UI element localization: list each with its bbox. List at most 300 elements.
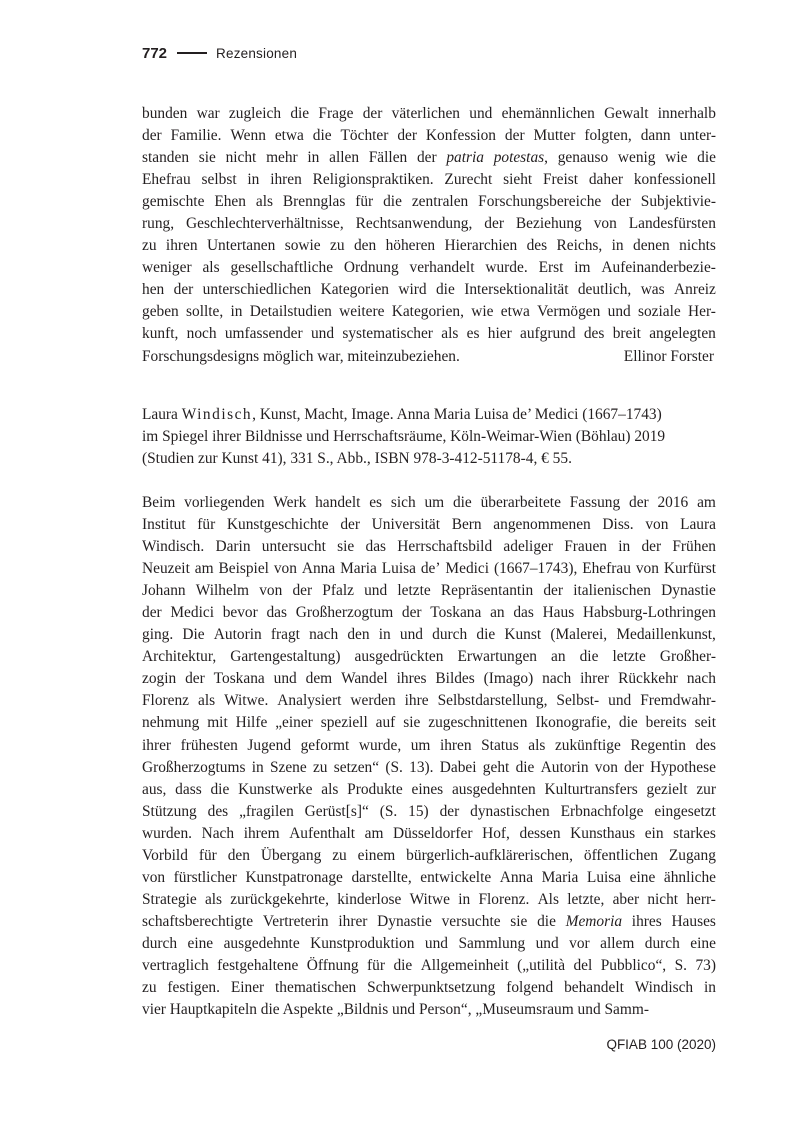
word: etwa	[500, 303, 530, 321]
word: mehr	[266, 149, 298, 167]
word: Intersektionalität	[464, 281, 569, 299]
word: Luisa	[381, 560, 416, 578]
word: wenig	[617, 149, 656, 167]
text-line	[142, 103, 716, 125]
bib-line	[142, 426, 716, 448]
word: und	[310, 325, 335, 343]
running-title: Rezensionen	[216, 45, 298, 61]
word: des	[695, 736, 716, 754]
journal-citation: QFIAB 100 (2020)	[606, 1037, 716, 1052]
word: ihre	[404, 692, 429, 710]
word: einem	[357, 846, 396, 864]
text-line	[142, 191, 716, 213]
word: ihrer	[580, 670, 610, 688]
word: Aufeinanderbezie-	[601, 259, 716, 277]
word: Freist	[542, 171, 579, 189]
word: Erst	[538, 259, 564, 277]
word: Habsburg-Lothringen	[582, 604, 716, 622]
word: bürgerlich-aufklärerischen,	[406, 846, 573, 864]
text-line	[142, 911, 716, 933]
word: Dynastie	[377, 912, 432, 930]
word: mit	[207, 714, 228, 732]
word: nach	[309, 626, 339, 644]
word: Sammlung	[458, 934, 526, 952]
word: Hof,	[482, 824, 510, 842]
word: nicht	[225, 149, 257, 167]
word: im	[574, 259, 591, 277]
word: zogin	[142, 670, 177, 688]
text-line	[142, 646, 716, 668]
word: ihres	[631, 912, 662, 930]
word: Großherzogtums	[142, 758, 246, 776]
word: und	[469, 105, 493, 122]
word: Ehefrau	[582, 560, 631, 578]
word: ähnliche	[663, 868, 716, 886]
word: verhandelt	[409, 259, 475, 277]
word: ihrer	[142, 736, 172, 754]
word: Frauen	[564, 538, 607, 556]
word: breit	[612, 325, 641, 343]
word: ausgedehnten	[451, 780, 536, 798]
word: Großher-	[659, 648, 716, 666]
word: in	[247, 171, 260, 189]
word: Zurecht	[444, 171, 493, 189]
word: des	[526, 237, 548, 255]
word: Szene	[269, 758, 307, 776]
text-line	[142, 514, 716, 536]
word: ihren	[439, 736, 472, 754]
word: Landesfürsten	[628, 215, 716, 233]
word: die	[697, 149, 716, 167]
word: Regentin	[630, 736, 686, 754]
word: als	[528, 736, 546, 754]
word: Fremdwahr-	[640, 692, 716, 710]
word: innerhalb	[657, 105, 716, 122]
word: Vermögen	[537, 303, 601, 321]
word: der	[484, 215, 504, 233]
word: (S.	[379, 802, 398, 820]
word: vor	[569, 934, 590, 952]
word: der	[611, 193, 631, 211]
word: Ikonografie,	[535, 714, 611, 732]
word: allen	[329, 149, 360, 167]
word: darstellte,	[351, 868, 412, 886]
word: eingesetzt	[654, 802, 716, 820]
word: durch	[644, 934, 680, 952]
word: bevor	[222, 604, 258, 622]
word: in	[251, 758, 264, 776]
word: Aufenthalt	[289, 824, 356, 842]
word: zentralen	[411, 193, 469, 211]
bibliographic-entry	[142, 404, 716, 470]
word: Vertreterin	[262, 912, 329, 930]
word: der	[504, 127, 525, 145]
word: geben	[142, 303, 179, 321]
text: Forschungsdesigns möglich war, miteinzubeziehen.	[142, 347, 460, 365]
word: deutlich,	[577, 281, 632, 299]
word: Töchter	[340, 127, 389, 145]
word: schaftsberechtigte	[142, 912, 254, 930]
text-line	[142, 867, 716, 889]
text-line	[142, 235, 716, 257]
word: Rechtsanwendung,	[355, 215, 473, 233]
author-surname: Windisch	[181, 406, 253, 423]
word: Autorin	[213, 626, 262, 644]
word: Beispiel	[218, 560, 269, 578]
text-line	[142, 712, 716, 734]
text-line	[142, 558, 716, 580]
word: Toskana	[213, 670, 265, 688]
word: den	[347, 626, 370, 644]
word: rung,	[142, 215, 175, 233]
word: von	[259, 582, 283, 600]
word: Status	[481, 736, 519, 754]
bib-text: im Spiegel ihrer Bildnisse und Herrschaftsräume, Köln-Weimar-Wien (Böhlau) 2019	[142, 428, 666, 446]
word: und	[608, 692, 632, 710]
word: als	[255, 193, 273, 211]
word: der	[624, 758, 644, 776]
word: in	[618, 538, 631, 556]
word: aber	[612, 890, 640, 908]
word: um	[424, 494, 445, 511]
word: Übergang	[260, 846, 322, 864]
word: entwickelte	[420, 868, 492, 886]
word: Familie.	[170, 127, 222, 145]
word: etwa	[274, 127, 304, 145]
word: Luisa	[586, 868, 622, 886]
word: seit	[694, 714, 716, 732]
text-line	[142, 301, 716, 323]
word: Die	[182, 626, 205, 644]
word: bereits	[645, 714, 687, 732]
word: zu	[142, 979, 157, 997]
word: ein	[644, 824, 664, 842]
word: Subjektivie-	[640, 193, 716, 211]
text-line	[142, 933, 716, 955]
word: sie	[403, 714, 421, 732]
word: noch	[186, 325, 217, 343]
word: zu	[142, 237, 157, 255]
word: der	[439, 802, 460, 820]
word: für	[367, 956, 385, 974]
word: Dabei	[439, 758, 477, 776]
word: sollte,	[186, 303, 224, 321]
word: in	[611, 237, 624, 255]
word: (Imago)	[483, 670, 534, 688]
word: in	[458, 890, 471, 908]
word: Bern	[451, 516, 482, 534]
word: von	[142, 868, 166, 886]
word: weitere	[339, 303, 385, 321]
word: von	[593, 215, 617, 233]
word: Erwartungen	[457, 648, 537, 666]
text-line	[142, 690, 716, 712]
word: der	[543, 582, 564, 600]
word: als	[441, 325, 459, 343]
word: letzte	[397, 582, 431, 600]
word: ihrer	[338, 912, 368, 930]
word: überarbeitete	[480, 494, 561, 511]
word: Großherzogtum	[295, 604, 394, 622]
word: für	[197, 516, 216, 534]
bib-title-part: , Kunst, Macht, Image. Anna Maria Luisa de’ Medici (1667–1743)	[252, 406, 662, 423]
word: nach	[542, 670, 572, 688]
word: Haus	[542, 604, 575, 622]
word: dem	[305, 670, 333, 688]
word: eine	[690, 934, 716, 952]
word: letzte,	[567, 890, 605, 908]
word: Detailstudien	[249, 303, 332, 321]
word: Maria	[340, 560, 377, 578]
word: von	[273, 560, 297, 578]
word: Wenn	[230, 127, 266, 145]
text-line	[142, 999, 716, 1021]
word: der	[641, 538, 662, 556]
word: konfessionell	[633, 171, 716, 189]
word: aufgrund	[520, 325, 576, 343]
word: zugleich	[228, 105, 282, 122]
word: die	[210, 780, 230, 798]
word: den	[227, 846, 250, 864]
word: Hierarchien	[444, 237, 518, 255]
reviewer-name: Ellinor Forster	[623, 347, 714, 365]
word: angelegten	[649, 325, 716, 343]
header-rule	[177, 52, 207, 54]
word: der	[397, 127, 417, 145]
text-line	[142, 147, 716, 169]
word: der	[173, 281, 194, 299]
word: Frage	[318, 105, 354, 122]
word: ausgedehnte	[223, 934, 300, 952]
word: wie	[665, 149, 688, 167]
word: wie	[471, 303, 494, 321]
word: handelt	[315, 494, 361, 511]
word: des	[207, 802, 229, 820]
word: Pubblico“,	[600, 956, 667, 974]
word: Werk	[273, 494, 307, 511]
word: das	[513, 604, 534, 622]
word: Kategorien,	[391, 303, 464, 321]
word: sie	[510, 912, 528, 930]
word	[566, 911, 622, 933]
word: ihren	[270, 171, 302, 189]
text-line	[142, 668, 716, 690]
word: nichts	[679, 237, 716, 255]
word: sie	[198, 149, 216, 167]
word: genauso	[557, 149, 609, 167]
word: Schwerpunktsetzung	[367, 979, 496, 997]
word: Diss.	[602, 516, 634, 534]
word: zur	[696, 780, 716, 798]
bib-line	[142, 404, 716, 426]
text-line	[142, 323, 716, 345]
word: daher	[588, 171, 624, 189]
word: Kategorien	[320, 281, 389, 299]
word: (Malerei,	[550, 626, 608, 644]
word: fragt	[270, 626, 300, 644]
word: festgehaltene	[217, 956, 299, 974]
word: fürstlicher	[173, 868, 237, 886]
word: frühesten	[180, 736, 238, 754]
word: die	[537, 912, 556, 930]
text-line	[142, 279, 716, 301]
word: „fragilen	[239, 802, 294, 820]
word: Witwe	[409, 890, 450, 908]
word: bunden	[142, 105, 188, 122]
word: und	[364, 582, 388, 600]
word: „einer	[275, 714, 313, 732]
word: letzte	[612, 648, 646, 666]
word: sowie	[284, 237, 321, 255]
word: und	[607, 303, 631, 321]
word: an	[490, 604, 505, 622]
word: die	[515, 758, 535, 776]
word: und	[273, 670, 297, 688]
word: zu	[332, 846, 347, 864]
italic-term: patria	[446, 149, 484, 167]
author-first-name: Laura	[142, 406, 178, 423]
word: Produkte	[347, 780, 403, 798]
word: Kunst	[504, 626, 542, 644]
word: Jugend	[247, 736, 292, 754]
word: folgend	[506, 979, 554, 997]
text-line	[142, 955, 716, 977]
word: Medici	[170, 604, 214, 622]
word: der	[185, 670, 205, 688]
word: Forschungsbereiche	[478, 193, 602, 211]
word: Öffnung	[306, 956, 359, 974]
word: unter-	[679, 127, 716, 145]
word: Düsseldorfer	[393, 824, 473, 842]
bib-text: (Studien zur Kunst 41), 331 S., Abb., ISBN 978-3-412-51178-4, € 55.	[142, 450, 572, 468]
word: vertraglich	[142, 956, 209, 974]
word: um	[410, 736, 431, 754]
word: Ehen	[214, 193, 246, 211]
word: durch	[142, 934, 178, 952]
word: Autorin	[540, 758, 589, 776]
word: was	[640, 281, 665, 299]
text: vier Hauptkapiteln die Aspekte „Bildnis und Person“, „Museumsraum und Samm-	[142, 1001, 649, 1019]
word: des	[583, 325, 605, 343]
word: dessen	[519, 824, 561, 842]
word: Gartengestaltung)	[230, 648, 341, 666]
word: geht	[482, 758, 510, 776]
word: geformt	[300, 736, 350, 754]
word: Geschlechterverhältnisse,	[186, 215, 344, 233]
word: in	[703, 979, 716, 997]
word: von	[635, 560, 659, 578]
word: väterlichen	[391, 105, 461, 122]
word: es	[369, 494, 383, 511]
word: standen	[142, 149, 190, 167]
bib-line	[142, 448, 716, 470]
word	[446, 147, 484, 169]
word: als	[204, 890, 223, 908]
word: nicht	[647, 890, 679, 908]
word: hier	[487, 325, 512, 343]
word: Kunstproduktion	[310, 934, 415, 952]
word: wurde.	[485, 259, 528, 277]
word: durch	[432, 626, 468, 644]
word: am	[697, 494, 716, 511]
word: del	[573, 956, 593, 974]
word: die	[290, 105, 310, 122]
word: adeliger	[503, 538, 553, 556]
review-text	[142, 492, 716, 1021]
text-line	[142, 889, 716, 911]
word: Florenz	[142, 692, 190, 710]
word: denen	[633, 237, 670, 255]
word: Bildes	[435, 670, 475, 688]
word: ging.	[142, 626, 174, 644]
word: speziell	[320, 714, 368, 732]
word: der	[142, 127, 162, 145]
word: Strategie	[142, 890, 197, 908]
word: es	[466, 325, 480, 343]
word: hen	[142, 281, 165, 299]
word: Windisch	[634, 979, 694, 997]
word: Anreiz	[674, 281, 716, 299]
word: Fassung	[569, 494, 621, 511]
word: ausgedrückten	[354, 648, 444, 666]
word: in	[230, 303, 243, 321]
word: Religionspraktiken.	[312, 171, 434, 189]
word: Selbstdarstellung,	[437, 692, 548, 710]
word: unterschiedlichen	[202, 281, 312, 299]
word: für	[198, 846, 217, 864]
word: zurückgekehrte,	[230, 890, 329, 908]
word: S.	[674, 956, 687, 974]
word: Kunstgeschichte	[226, 516, 329, 534]
word: Laura	[680, 516, 716, 534]
word: der	[629, 494, 649, 511]
word: in	[307, 149, 320, 167]
running-header	[142, 42, 297, 64]
text-line	[142, 823, 716, 845]
word: Untertanen	[206, 237, 276, 255]
word: in	[378, 626, 391, 644]
word: auf	[375, 714, 396, 732]
word: dann	[640, 127, 671, 145]
word: Als	[537, 890, 559, 908]
word: ihrem	[243, 824, 280, 842]
word: Repräsentantin	[440, 582, 534, 600]
word: 73)	[695, 956, 716, 974]
word: das	[365, 538, 387, 556]
word: Florenz.	[478, 890, 530, 908]
word: folgten,	[584, 127, 632, 145]
word: am	[364, 824, 384, 842]
text-line	[142, 602, 716, 624]
word: der	[340, 516, 360, 534]
word: ehemännlichen	[501, 105, 595, 122]
word: die	[435, 281, 455, 299]
word: kinderlose	[337, 890, 402, 908]
text-line	[142, 779, 716, 801]
word: gezielt	[646, 780, 688, 798]
text-line	[142, 977, 716, 999]
word: zugeschnittenen	[428, 714, 528, 732]
italic-term: potestas	[493, 149, 545, 167]
word: Toskana	[430, 604, 482, 622]
text-line	[142, 735, 716, 757]
word: eines	[411, 780, 444, 798]
word: eine	[629, 868, 656, 886]
word: und	[399, 626, 423, 644]
word: Anna	[301, 560, 336, 578]
word: Erbnachfolge	[560, 802, 644, 820]
word: festigen.	[167, 979, 220, 997]
